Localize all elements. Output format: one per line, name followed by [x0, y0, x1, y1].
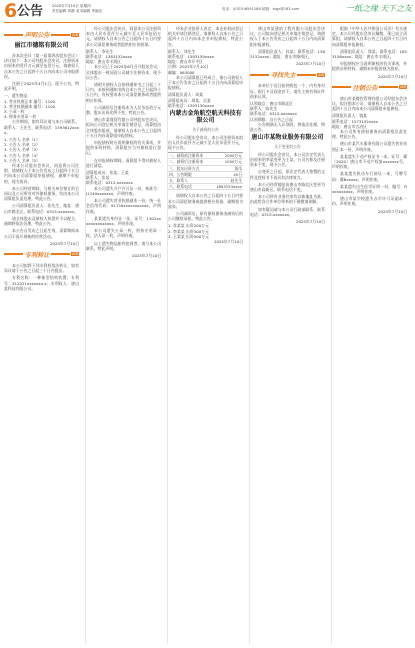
notice-paragraph: 公司减资后注册资本为人民币伍佰万元整，股东出资比例不变，特此公告。: [86, 104, 161, 116]
list-item: 清算组成员：张某、王某: [86, 170, 129, 176]
banner-rule: [4, 34, 23, 36]
list-item: 联系电话：1393150xxxx: [168, 102, 214, 108]
table-cell-label: 六、联系电话: [169, 184, 192, 190]
notice-paragraph: 本公司所有债权债务由清算组负责处理，特此公告。: [332, 129, 407, 140]
list-item: 联系人：李先生: [86, 48, 114, 54]
notice-date: 2025年7月10日: [378, 73, 407, 79]
page-number: 6: [4, 0, 18, 22]
notice-paragraph: 请全体股东及债权人知悉并予以配合，逾期将依法处理，特此公告。: [4, 215, 79, 227]
notice-title: 唐山市某物业服务有限公司: [251, 135, 324, 142]
banner-tag: AIR: [318, 72, 325, 77]
notice-paragraph: 经公司股东会决议，同意本公司注册资本由人民币壹仟万元减少至人民币伍佰万元，请债权人自本公告之日起四十五日内要求公司清偿债务或者提供相应的担保。: [86, 26, 161, 47]
list-item: 地址：唐山市古冶区: [332, 123, 368, 129]
notice-paragraph: 申报债权时应说明债权的有关事项，并提供证明材料，清算组应当对债权进行登记。: [86, 140, 161, 156]
table-cell-label: 二、减资后注册资本: [169, 159, 204, 165]
list-item: 2. 公告人 名单（2）: [4, 142, 40, 148]
header-rule: [4, 22, 411, 23]
column-4: [250, 26, 325, 644]
notice-date: 2025年7月10日: [378, 208, 407, 214]
list-item: 联系人：刘先生: [168, 48, 196, 54]
banner-title: 声明公告: [24, 32, 50, 39]
notice-date: 2025年7月10日: [296, 219, 325, 225]
column-2: [86, 26, 161, 644]
list-item: 邮编：063000: [168, 69, 195, 75]
notice-paragraph: 本公司所有业务往来均以新地址为准，由此给各合作单位带来的不便敬请谅解。: [250, 194, 325, 205]
notice-paragraph: 请债权人自本公告之日起四十五日内要求公司清偿债务或提供相应担保，逾期视为放弃。: [168, 193, 243, 209]
notice-paragraph: 公告期间，如有异议请与本公司联系。联系人：王先生，联系电话：1593612xxxx。: [4, 119, 79, 135]
list-item: 1. 张某某 出资200万元: [168, 223, 209, 229]
list-item: 4. 公告人 名单（4）: [4, 152, 40, 158]
notice-paragraph: 公司减资后，原有债权债务由减资后的公司继续承担，特此公告。: [168, 211, 243, 222]
banner-rule: [51, 253, 70, 255]
table-cell-value: 45日: [233, 171, 242, 177]
notice-title: 丽江市德铭有限公司: [14, 43, 69, 49]
list-item: 2. 营业执照副本 编号：1100: [4, 103, 56, 109]
banner-rule: [51, 34, 70, 36]
notice-paragraph: 本公司遗失开户许可证一份，核准号：J1240xxxxxxx，声明作废。: [86, 185, 161, 196]
list-item: 3. 王某某 出资500万元: [168, 233, 209, 239]
notice-paragraph: 自变更之日起，原法定代表人签署的文件及授权书不再具有法律效力。: [250, 169, 325, 180]
table-cell-value: 1000万元: [224, 159, 242, 165]
list-item: 联系电话：1583159xxxx: [168, 54, 214, 60]
table-cell-label: 五、联系人: [169, 178, 188, 184]
list-item: 1. 营业执照正本 编号：1100: [4, 98, 56, 104]
notice-paragraph: 在申报债权期间，清算组不得对债权人进行清偿。: [86, 157, 161, 168]
notice-paragraph: 申报债权应当说明债权的有关事项，并提供证明材料，逾期未申报的视为放弃。: [332, 61, 407, 72]
notice-subtitle: 关于减资的公告: [192, 127, 219, 133]
list-item: 认领期限：自公告之日起: [250, 116, 293, 122]
contact-info: 电话：(0315)6591288 邮箱：tsgz@163.com: [222, 7, 300, 11]
notice-date: 2025年7月10日: [214, 239, 243, 245]
table-cell-value: 2000万元: [224, 153, 242, 159]
banner-rule: [332, 86, 351, 88]
list-item: 3. 公章一枚: [4, 109, 25, 115]
list-item: 联系电话：0315-xxxxxxx: [86, 180, 133, 186]
list-item: 清算组负责人：周某: [168, 92, 204, 98]
notice-date: 2025年7月10日: [132, 252, 161, 258]
table-cell-label: 四、公告期限: [169, 171, 192, 177]
notice-paragraph: 唐山市某餐饮管理有限公司经股东会决议，拟注销本公司，请债权人自本公告之日起四十五日内向本公司清算组申报债权。: [332, 95, 407, 112]
section-banner: [250, 70, 325, 79]
notice-date: 2025年7月10日: [296, 61, 325, 67]
notice-paragraph: 如有疑问请与本公司行政部联系，联系电话：0315-xxxxxxx。: [250, 206, 325, 217]
list-item: 清算组负责人：钱某: [332, 113, 368, 119]
table-cell-value: 货币: [234, 165, 242, 171]
brand-slogan: 一纸之缘 天下之友: [346, 4, 412, 13]
publication-info: [52, 4, 152, 13]
notice-paragraph: 首本次会议（第一届第四次股东会议）决议如下：本公司经股东会决议，注册资本由原来的壹仟万元减至伍佰万元，请债权人自本公告之日起四十五日内向本公司申报债权。: [4, 53, 79, 79]
notice-paragraph: 本公司经营地址由唐山市路北区变更为唐山市高新区，联系电话不变。: [250, 181, 325, 193]
table-cell-value: 赵先生: [230, 178, 242, 184]
banner-tag: AIR: [400, 85, 407, 90]
banner-rule: [297, 74, 316, 76]
table-row: [168, 184, 243, 190]
banner-title: 专利转让: [24, 251, 50, 259]
notice-paragraph: 注册于2025年4月1日，现予公告，特此声明。: [4, 81, 79, 92]
notice-paragraph: 某某遗失出生医学证明一份，编号：Rxxxxxxxxx，声明作废。: [332, 183, 407, 195]
column-5: [332, 26, 407, 644]
notice-paragraph: 清算组负责人：孙某；联系电话：1363152xxxx；地址：唐山市路南区。: [250, 48, 325, 60]
list-item: 认领地点：唐山市路北区: [250, 101, 293, 107]
section-label: 公告: [17, 3, 44, 18]
notice-date: 2025年7月10日: [50, 240, 79, 246]
notice-paragraph: 本公司遗失营业执照副本一份，统一社会信用代码：91130xxxxxxxxxxx，声明作废。: [86, 198, 161, 214]
column-1: [4, 26, 79, 644]
notice-paragraph: 某某遗失机动车行驶证一本，号牌号码：冀Bxxxxx，声明作废。: [332, 171, 407, 182]
notice-paragraph: 经公司股东会决议，本公司注册资本拟由人民币贰仟万元减少至人民币壹仟万元，现予公告。: [168, 134, 243, 151]
info-table: [168, 152, 243, 190]
list-item: 日期：2025年7月10日: [168, 64, 209, 70]
column-3: [168, 26, 243, 644]
banner-tag: AIR: [72, 252, 79, 257]
notice-paragraph: 专利名称：一种新型结构装置；专利号：ZL2021xxxxxxx.x；专利权人：唐山某科技有限公司。: [4, 275, 79, 291]
notice-paragraph: 清算组负责人：郑某；联系电话：1853158xxxx；地址：唐山市丰南区。: [332, 48, 407, 60]
list-item: 联系人：陈先生: [250, 106, 278, 112]
notice-paragraph: 本公告自发布之日起生效，清算期间本公司不再开展新的经营活动。: [4, 228, 79, 239]
section-banner: [332, 83, 407, 92]
list-item: 联系电话：1573152xxxx: [332, 118, 378, 124]
notice-paragraph: 唐山市某商贸有限公司经股东会决议，拟向公司登记机关申请注销登记，清算组由全体股东组成，请债权人自本公告之日起四十五日内向清算组申报债权。: [86, 117, 161, 138]
list-item: 3. 公告人 名单（3）: [4, 147, 40, 153]
banner-tag: AIR: [72, 32, 79, 37]
notice-paragraph: 根据《中华人民共和国公司法》有关规定，本公司经股东会决议解散，现已成立清算组，请债权人自本公告之日起四十五日内向清算组申报债权。: [332, 26, 407, 47]
notice-paragraph: 本公司拟将下列专利权依法转让，如有异议请于公告之日起三十日内提出。: [4, 262, 79, 274]
notice-paragraph: 唐山市某学校遗失办学许可证副本一份，声明作废。: [332, 196, 407, 207]
notice-title: 内蒙古金角航空航天科技有限公司: [169, 111, 242, 125]
list-item: 5. 公告人 名单（5）: [4, 157, 40, 163]
list-item: 联系人：张某: [86, 175, 110, 181]
table-cell-value: 1893153xxxx: [216, 184, 242, 190]
notice-paragraph: 本公司已于2025年6月召开股东会议，全体股东一致同意公司减少注册资本，现予以公告。: [86, 64, 161, 80]
list-item: 联系电话：1383152xxxx: [86, 54, 132, 60]
publication-date: 2025年7月10日 星期四: [52, 4, 91, 8]
list-item: 地址：唐山市丰润区: [86, 59, 122, 65]
banner-title: 寻找失主: [270, 72, 296, 80]
banner-rule: [250, 74, 269, 76]
section-banner: [4, 30, 79, 39]
notice-paragraph: 经本公司股东会决议，同意将公司注销，请债权人于本公告发布之日起四十五日内向本公司清算组申报债权，逾期不申报的，视为放弃。: [4, 163, 79, 184]
banner-rule: [4, 253, 23, 255]
list-item: 联系电话：0315-xxxxxxx: [250, 111, 297, 117]
banner-rule: [379, 86, 398, 88]
notice-paragraph: 唐山市某建筑工程有限公司股东会决议，公司拟向登记机关申请注销登记，请债权人于本公告发布之日起四十五日内向清算组申报债权。: [250, 26, 325, 47]
list-item: 清算组成员：周某、吴某: [168, 97, 211, 103]
table-cell-label: 一、减资前注册资本: [169, 153, 204, 159]
notice-paragraph: 公司清算组负责人：张先生，地址：唐山市路北区，联系电话：0315-xxxxxxx。: [4, 203, 79, 214]
editors: 责任编辑 刘静 美术编辑 李晓光: [52, 8, 103, 13]
table-cell-label: 三、股东出资方式: [169, 165, 200, 171]
notice-paragraph: 某某遗失不动产权证书一本，证号：冀（2020）唐山市不动产权第xxxxxxx号，声明作废。: [332, 153, 407, 170]
list-item: 4. 财务专用章一枚: [4, 114, 37, 120]
list-item: 1. 公告人 名单（1）: [4, 137, 40, 143]
notice-paragraph: 公告期满无人认领的，将依法处理，特此公告。: [250, 121, 325, 133]
notice-paragraph: 本单位于近日拾到钱包一个，内有身份证、银行卡及现金若干，请失主持有效证件前来认领。: [250, 83, 325, 99]
masthead: [0, 0, 415, 24]
list-item: 2. 李某某 出资300万元: [168, 228, 209, 234]
notice-paragraph: 本公司经营期间，与相关单位签订的合同以及公司所有对外债权债务，均由本公司清算组负责处理，特此公告。: [4, 185, 79, 202]
notice-paragraph: 本公司清算组已经成立，请公司债权人于本公告发布之日起四十五日内向清算组申报债权。: [168, 74, 243, 91]
notice-paragraph: 本公司遗失公章一枚、财务专用章一枚、法人章一枚，声明作废。: [86, 228, 161, 239]
notice-paragraph: 某某遗失身份证一张，证号：1302xxxxxxxxxxxxxx，声明作废。: [86, 215, 161, 226]
notice-paragraph: 以上遗失物品如有拾到者，请与本公司联系，特此声明。: [86, 240, 161, 251]
section-banner: [4, 250, 79, 259]
list-item: 一、遗失物品：: [4, 93, 32, 99]
notice-subtitle: 关于变更的公告: [274, 144, 301, 150]
banner-title: 注销公告: [352, 84, 378, 92]
notice-paragraph: 经公司股东会决议，本公司法定代表人由原来的李某变更为王某，公司名称及注册资本不变，现予公告。: [250, 151, 325, 168]
notice-paragraph: 请相关债权人自接到通知书之日起三十日内，未接到通知书的自本公告之日起四十五日内，有权要求本公司清偿债务或者提供相应担保。: [86, 82, 161, 103]
list-item: 地址：唐山市开平区: [168, 59, 204, 65]
notice-paragraph: 唐山市某汽车服务有限公司遗失营业执照正本一份，声明作废。: [332, 141, 407, 152]
notice-paragraph: 经本企业投资人决定，本企业拟向登记机关申请注销登记，请债权人自本公告之日起四十五日内向本企业申报债权，特此公告。: [168, 26, 243, 47]
